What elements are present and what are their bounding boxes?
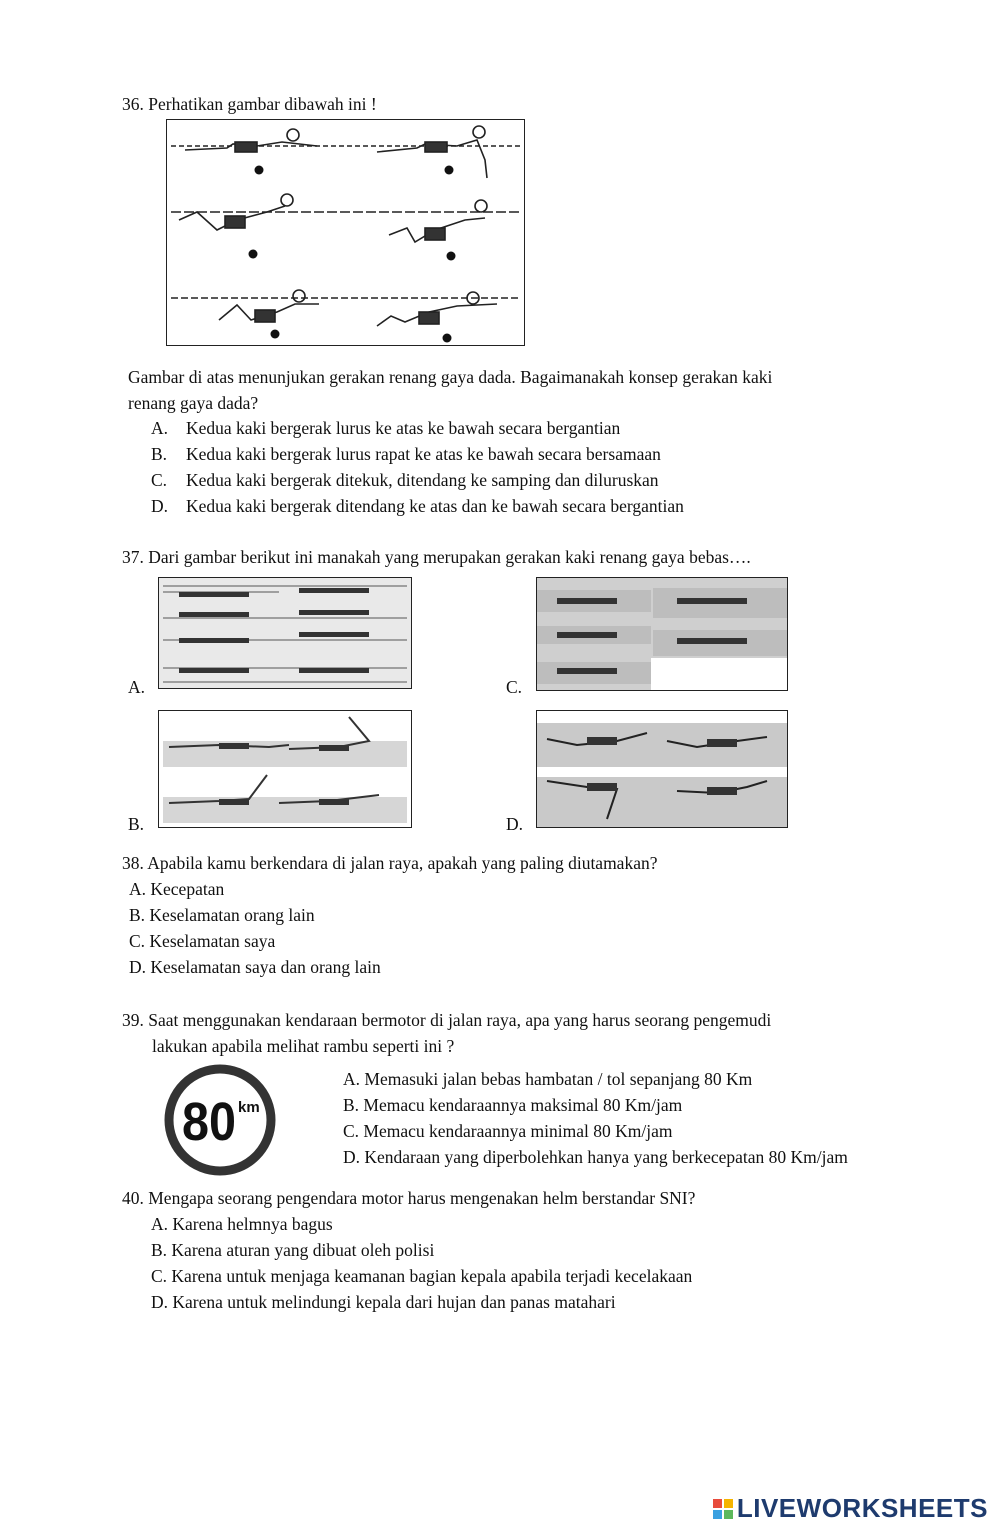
q39-option-c[interactable]: C. Memacu kendaraannya minimal 80 Km/jam [343, 1121, 673, 1141]
q37-image-a[interactable] [158, 577, 412, 689]
q38-option-d[interactable]: D. Keselamatan saya dan orang lain [129, 957, 381, 977]
q39-title-line2: lakukan apabila melihat rambu seperti ini ? [152, 1036, 455, 1056]
q36-stem-line1: Gambar di atas menunjukan gerakan renang gaya dada. Bagaimanakah konsep gerakan kaki [128, 367, 773, 387]
q37-image-d[interactable] [536, 710, 788, 828]
q40-option-a[interactable]: A. Karena helmnya bagus [151, 1214, 333, 1234]
q36-option-b[interactable]: Kedua kaki bergerak lurus rapat ke atas ke bawah secara bersamaan [186, 444, 661, 464]
speed-sign-icon [164, 1064, 276, 1176]
q37-label-b: B. [128, 814, 145, 834]
speed-sign-unit: km [238, 1099, 260, 1116]
q40-option-b[interactable]: B. Karena aturan yang dibuat oleh polisi [151, 1240, 435, 1260]
q36-option-d[interactable]: Kedua kaki bergerak ditendang ke atas dan ke bawah secara bergantian [186, 496, 684, 516]
q40-title: 40. Mengapa seorang pengendara motor harus mengenakan helm berstandar SNI? [122, 1188, 696, 1208]
breaststroke-illustration [167, 120, 524, 345]
speed-sign-number: 80 [182, 1092, 236, 1152]
q37-label-c: C. [506, 677, 523, 697]
q36-option-b-letter: B. [151, 444, 168, 464]
q39-option-d[interactable]: D. Kendaraan yang diperbolehkan hanya yang berkecepatan 80 Km/jam [343, 1147, 848, 1167]
speed-limit-sign [164, 1064, 276, 1176]
q36-option-c[interactable]: Kedua kaki bergerak ditekuk, ditendang ke samping dan diluruskan [186, 470, 659, 490]
swimming-image-d [537, 711, 787, 827]
breaststroke-figure [166, 119, 525, 346]
q38-option-b[interactable]: B. Keselamatan orang lain [129, 905, 315, 925]
q40-option-d[interactable]: D. Karena untuk melindungi kepala dari hujan dan panas matahari [151, 1292, 616, 1312]
q39-option-a[interactable]: A. Memasuki jalan bebas hambatan / tol sepanjang 80 Km [343, 1069, 753, 1089]
q37-label-a: A. [128, 677, 146, 697]
q38-option-a[interactable]: A. Kecepatan [129, 879, 225, 899]
logo-text: LIVEWORKSHEETS [736, 1493, 988, 1523]
q40-option-c[interactable]: C. Karena untuk menjaga keamanan bagian kepala apabila terjadi kecelakaan [151, 1266, 693, 1286]
q37-image-b[interactable] [158, 710, 412, 828]
swimming-image-c [537, 578, 787, 690]
q36-option-c-letter: C. [151, 470, 168, 490]
q37-image-c[interactable] [536, 577, 788, 691]
swimming-image-b [159, 711, 411, 827]
q38-option-c[interactable]: C. Keselamatan saya [129, 931, 276, 951]
liveworksheets-logo [713, 1493, 988, 1524]
q39-option-b[interactable]: B. Memacu kendaraannya maksimal 80 Km/jam [343, 1095, 683, 1115]
q36-option-d-letter: D. [151, 496, 169, 516]
swimming-image-a [159, 578, 411, 688]
q36-stem-line2: renang gaya dada? [128, 393, 259, 413]
q36-title: 36. Perhatikan gambar dibawah ini ! [122, 94, 377, 114]
q36-option-a[interactable]: Kedua kaki bergerak lurus ke atas ke bawah secara bergantian [186, 418, 621, 438]
q38-title: 38. Apabila kamu berkendara di jalan raya, apakah yang paling diutamakan? [122, 853, 658, 873]
logo-squares-icon [713, 1499, 733, 1519]
q37-title: 37. Dari gambar berikut ini manakah yang merupakan gerakan kaki renang gaya bebas…. [122, 547, 751, 567]
q37-label-d: D. [506, 814, 524, 834]
q36-option-a-letter: A. [151, 418, 169, 438]
q39-title-line1: 39. Saat menggunakan kendaraan bermotor di jalan raya, apa yang harus seorang pengemudi [122, 1010, 772, 1030]
